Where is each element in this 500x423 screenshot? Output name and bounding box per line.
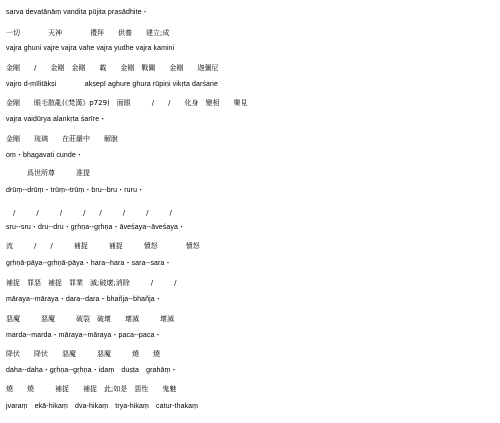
sanskrit-line-5: oṃ・bhagavati cunde・: [6, 152, 83, 159]
sanskrit-line-1: sarva devatānāṃ vandita pūjita prasādhite・: [6, 9, 149, 16]
gloss-line-12: 燒 燒 補捉 補捉 此;如是 惡性 鬼魅: [6, 385, 177, 393]
gloss-line-7: / / / / / / / /: [6, 209, 172, 217]
gloss-line-10: 惡魔 惡魔 破裂 破壞 壞滅 壞滅: [6, 315, 174, 323]
sanskrit-line-8: sru--sru・dru--dru・gṛhṇa--gṛhṇa・āveśaya--āveśaya・: [6, 224, 186, 231]
gloss-line-8: 流 / / 補捉 補捉 憤怒 憤怒: [6, 242, 200, 250]
sanskrit-line-13: jvaraṃ ekā-hikaṃ dva-hikaṃ trya-hikaṃ catur-thakaṃ: [6, 403, 199, 410]
sanskrit-line-3: vajro d-mīlitākṣi akṣepī aghure ghura rūpiṇi vikṛta darśane: [6, 81, 219, 88]
sanskrit-line-11: marda--marda・māraya--māraya・paca--paca・: [6, 332, 162, 339]
gloss-line-1: 一切 天神 禮拜 供養 建立;成: [6, 29, 170, 37]
gloss-line-9: 補捉 罪惡 補捉 罪業 滅;破壞;消除 / /: [6, 279, 177, 287]
gloss-line-2: 金剛 / 金剛 金剛 載 金剛 戰關 金剛 迦彌尼: [6, 64, 219, 72]
gloss-line-3: 金剛 眼毛散亂(《梵漢》p729) 面眼 / / 化身 變相 樂見: [6, 99, 248, 107]
gloss-line-11: 降伏 降伏 惡魔 惡魔 燒 燒: [6, 350, 160, 358]
gloss-line-4: 金剛 琉璃 在莊嚴中 解脫: [6, 135, 118, 143]
sanskrit-line-12: daha--daha・gṛhṇa--gṛhṇa・idaṃ duṣṭa grahāṃ・: [6, 367, 178, 374]
gloss-line-5: 爲世所尊 准提: [6, 169, 90, 177]
sanskrit-line-6: drūṃ--drūṃ・trūṃ--trūṃ・bru--bru・ruru・: [6, 187, 145, 194]
sanskrit-line-2: vajra ghuni vajre vajra vahe vajra yudhe vajra kamini: [6, 45, 175, 52]
sanskrit-line-4: vajra vaiḍūrya alankṛta śarīre・: [6, 116, 107, 123]
sanskrit-line-9: gṛhṇā-pāya--gṛhṇā-pāya・hara--hara・sara--sara・: [6, 260, 172, 267]
sanskrit-line-10: māraya--māraya・dara--dara・bhañja--bhañja・: [6, 296, 162, 303]
